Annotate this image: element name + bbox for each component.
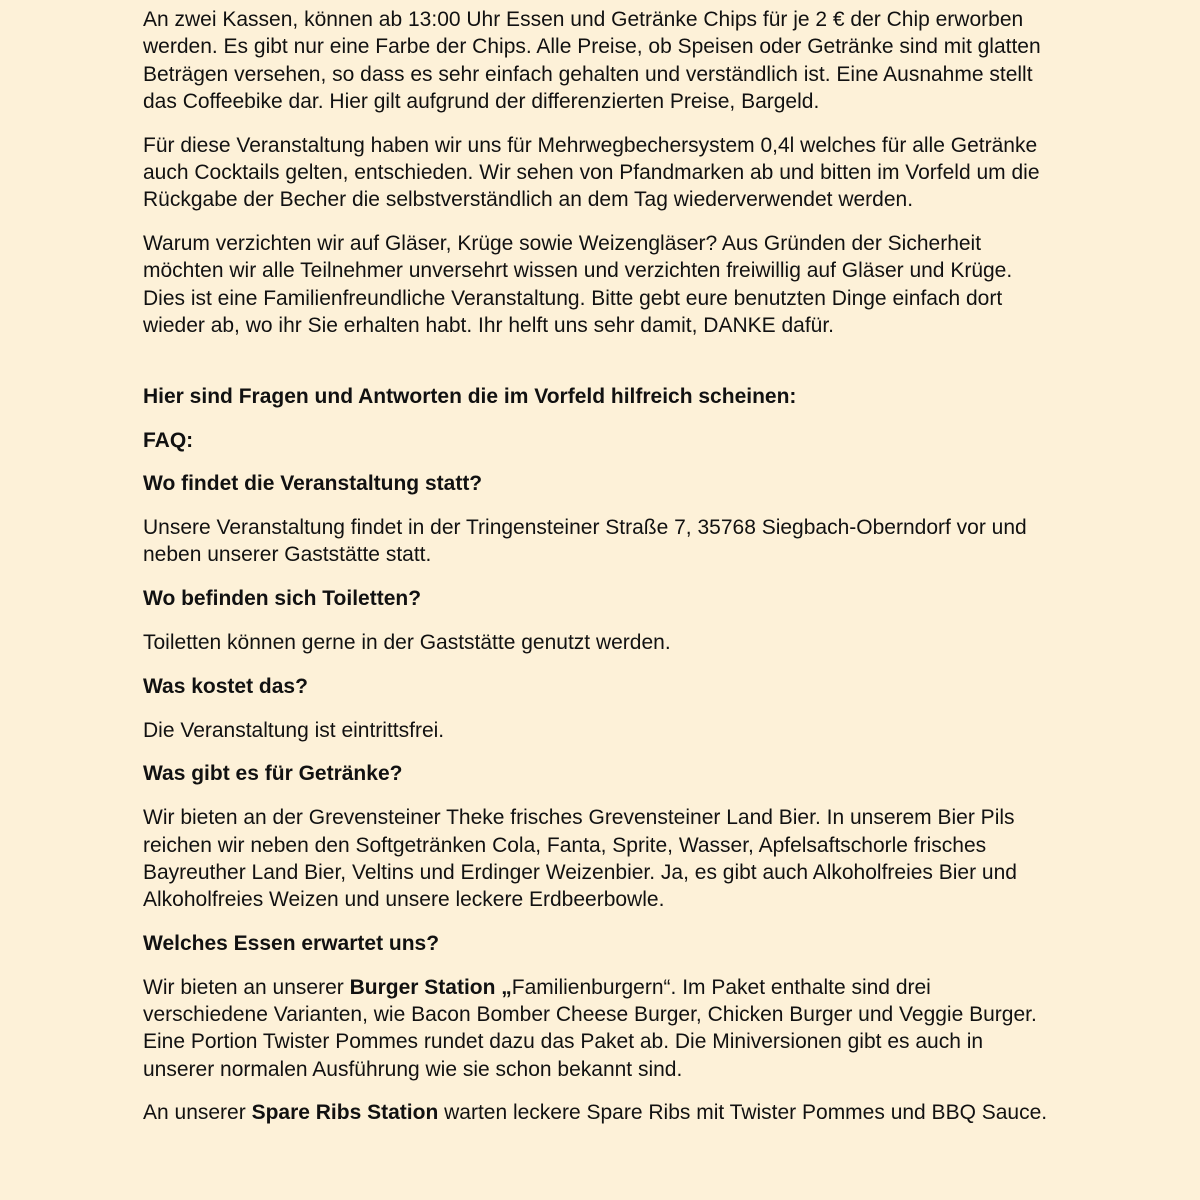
- answer-food-burger: [143, 974, 1048, 1083]
- answer-location: Unsere Veranstaltung findet in der Tringensteiner Straße 7, 35768 Siegbach-Oberndorf vor und neben unserer Gaststätte statt.: [143, 516, 1027, 567]
- answer-food-ribs: [143, 1099, 1048, 1126]
- burger-station-label: Burger Station „: [349, 975, 512, 999]
- faq-label: FAQ:: [143, 428, 194, 452]
- question-cost: Was kostet das?: [143, 674, 308, 698]
- intro-paragraph-glasses: Warum verzichten wir auf Gläser, Krüge sowie Weizengläser? Aus Gründen der Sicherheit möchten wir alle Teilnehmer unversehrt wissen und verzichten freiwillig auf Gläser und Krüge. Dies ist eine Familienfreundliche Veranstaltung. Bitte gebt eure benutzten Dinge einfach dort wieder ab, wo ihr Sie erhalten habt. Ihr helft uns sehr damit, DANKE dafür.: [143, 232, 1013, 337]
- question-location: Wo findet die Veranstaltung statt?: [143, 472, 483, 496]
- intro-paragraph-cups: Für diese Veranstaltung haben wir uns für Mehrwegbechersystem 0,4l welches für alle Getränke auch Cocktails gelten, entschieden. Wir sehen von Pfandmarken ab und bitten im Vorfeld um die Rückgabe der Becher die selbstverständlich an dem Tag wiederverwendet werden.: [143, 133, 1040, 212]
- section-spacer: [143, 356, 1048, 383]
- burger-text-pre: Wir bieten an unserer: [143, 975, 350, 999]
- burger-text-post: Familienburgern“. Im Paket enthalte sind drei verschiedene Varianten, wie Bacon Bomber Cheese Burger, Chicken Burger und Veggie Burger. Eine Portion Twister Pommes rundet dazu das Paket ab. Die Miniversionen gibt es auch in unserer normalen Ausführung wie sie schon bekannt sind.: [143, 975, 1037, 1081]
- answer-toilets: Toiletten können gerne in der Gaststätte genutzt werden.: [143, 631, 671, 655]
- intro-paragraph-chips: An zwei Kassen, können ab 13:00 Uhr Essen und Getränke Chips für je 2 € der Chip erworben werden. Es gibt nur eine Farbe der Chips. Alle Preise, ob Speisen oder Getränke sind mit glatten Beträgen versehen, so dass es sehr einfach gehalten und verständlich ist. Eine Ausnahme stellt das Coffeebike dar. Hier gilt aufgrund der differenzierten Preise, Bargeld.: [143, 8, 1041, 113]
- question-toilets: Wo befinden sich Toiletten?: [143, 587, 422, 611]
- spare-ribs-station-label: Spare Ribs Station: [251, 1101, 439, 1125]
- faq-intro-heading: Hier sind Fragen und Antworten die im Vorfeld hilfreich scheinen:: [143, 384, 797, 408]
- answer-cost: Die Veranstaltung ist eintrittsfrei.: [143, 718, 445, 742]
- ribs-text-post: warten leckere Spare Ribs mit Twister Pommes und BBQ Sauce.: [438, 1101, 1048, 1125]
- question-drinks: Was gibt es für Getränke?: [143, 762, 403, 786]
- ribs-text-pre: An unserer: [143, 1101, 252, 1125]
- question-food: Welches Essen erwartet uns?: [143, 931, 440, 955]
- document-content: [143, 6, 1048, 1143]
- answer-drinks: Wir bieten an der Grevensteiner Theke frisches Grevensteiner Land Bier. In unserem Bier Pils reichen wir neben den Softgetränken Cola, Fanta, Sprite, Wasser, Apfelsaftschorle frisches Bayreuther Land Bier, Veltins und Erdinger Weizenbier. Ja, es gibt auch Alkoholfreies Bier und Alkoholfreies Weizen und unsere leckere Erdbeerbowle.: [143, 806, 1017, 912]
